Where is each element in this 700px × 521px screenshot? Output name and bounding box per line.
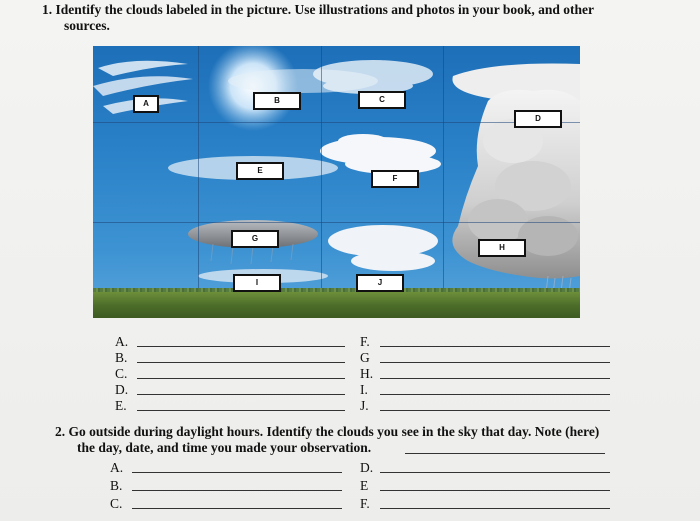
answer-line-b[interactable]	[137, 362, 345, 363]
observation-line-b[interactable]	[132, 490, 342, 491]
observation-label-d: D.	[360, 460, 374, 475]
observation-label-e: E	[360, 478, 369, 493]
question-2-text-cont: the day, date, and time you made your observation.	[77, 440, 372, 455]
answer-label-d: D.	[115, 382, 129, 397]
cloud-label-j: J	[356, 274, 404, 292]
cloud-label-e: E	[236, 162, 284, 180]
answer-label-e: E.	[115, 398, 127, 413]
answer-line-e[interactable]	[137, 410, 345, 411]
observation-label-a: A.	[110, 460, 124, 475]
question-1-number: 1.	[42, 2, 53, 17]
question-2-text: Go outside during daylight hours. Identify the clouds you see in the sky that day. Note (here)	[68, 424, 600, 439]
ground	[93, 292, 580, 318]
cloud-label-b: B	[253, 92, 301, 110]
observation-line-c[interactable]	[132, 508, 342, 509]
answer-label-h: H.	[360, 366, 374, 381]
answer-label-f: F.	[360, 334, 370, 349]
grid-line	[93, 122, 580, 123]
altocumulus-cloud	[320, 134, 441, 174]
question-1	[42, 2, 682, 34]
answer-label-g: G	[360, 350, 370, 365]
grid-line	[443, 46, 444, 294]
answer-label-a: A.	[115, 334, 129, 349]
observation-line-f[interactable]	[380, 508, 610, 509]
answer-line-g[interactable]	[380, 362, 610, 363]
observation-line-d[interactable]	[380, 472, 610, 473]
answer-label-c: C.	[115, 366, 128, 381]
cirrocumulus-cloud	[313, 60, 433, 94]
question-2-number: 2.	[55, 424, 66, 439]
observation-line-a[interactable]	[132, 472, 342, 473]
answer-line-a[interactable]	[137, 346, 345, 347]
observation-line[interactable]	[405, 453, 605, 454]
cloud-label-h: H	[478, 239, 526, 257]
cloud-picture	[93, 46, 580, 318]
observation-label-c: C.	[110, 496, 123, 511]
observation-label-b: B.	[110, 478, 123, 493]
answer-label-j: J.	[360, 398, 369, 413]
grid-line	[93, 222, 580, 223]
answer-line-d[interactable]	[137, 394, 345, 395]
answer-line-f[interactable]	[380, 346, 610, 347]
answer-line-c[interactable]	[137, 378, 345, 379]
cloud-label-d: D	[514, 110, 562, 128]
grid-line	[321, 46, 322, 294]
cloud-label-i: I	[233, 274, 281, 292]
cloud-label-c: C	[358, 91, 406, 109]
answer-line-h[interactable]	[380, 378, 610, 379]
answer-line-j[interactable]	[380, 410, 610, 411]
question-2	[55, 424, 685, 456]
cloud-label-a: A	[133, 95, 159, 113]
grid-line	[198, 46, 199, 294]
question-1-text: Identify the clouds labeled in the picture. Use illustrations and photos in your book, and other	[55, 2, 594, 17]
observation-line-e[interactable]	[380, 490, 610, 491]
cloud-illustration	[93, 46, 580, 318]
observation-label-f: F.	[360, 496, 370, 511]
question-1-text-cont: sources.	[64, 18, 110, 33]
cloud-label-g: G	[231, 230, 279, 248]
answer-label-i: I.	[360, 382, 368, 397]
stratocumulus-cloud	[328, 225, 438, 271]
cloud-label-f: F	[371, 170, 419, 188]
answer-label-b: B.	[115, 350, 128, 365]
answer-line-i[interactable]	[380, 394, 610, 395]
